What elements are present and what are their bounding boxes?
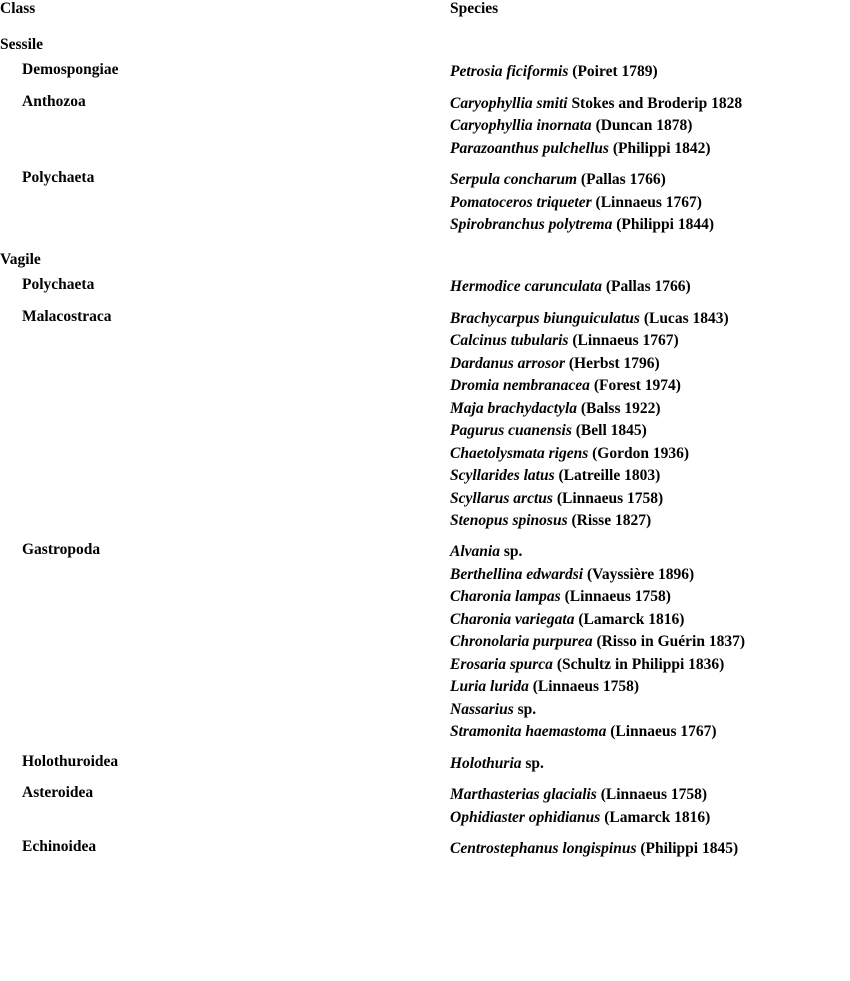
class-label: Polychaeta (22, 276, 95, 294)
species-item (450, 753, 850, 775)
species-name: Ophidiaster ophidianus (450, 808, 601, 826)
species-authority: sp. (503, 543, 523, 561)
species-authority: (Forest 1974) (593, 377, 681, 395)
species-name: Charonia lampas (450, 588, 561, 606)
class-cell (0, 744, 450, 775)
class-cell (0, 54, 450, 83)
species-name: Brachycarpus biunguiculatus (450, 309, 640, 327)
species-list (450, 308, 850, 533)
species-item (450, 838, 850, 860)
class-cell (0, 160, 450, 236)
species-cell (450, 775, 850, 829)
species-name: Pagurus cuanensis (450, 422, 572, 440)
species-name: Hermodice carunculata (450, 278, 602, 296)
class-label: Echinoidea (22, 838, 97, 856)
table-row (0, 160, 850, 236)
species-item (450, 420, 850, 442)
species-item (450, 115, 850, 137)
class-label: Holothuroidea (22, 752, 119, 770)
species-authority: (Risso in Guérin 1837) (596, 633, 746, 651)
species-authority: sp. (525, 754, 544, 772)
species-item (450, 443, 850, 465)
table-row (0, 299, 850, 533)
species-item (450, 541, 850, 563)
table-row (0, 775, 850, 829)
species-item (450, 654, 850, 676)
species-authority: (Linnaeus 1758) (532, 678, 640, 696)
species-name: Stenopus spinosus (450, 511, 568, 529)
species-item (450, 699, 850, 721)
class-cell (0, 269, 450, 298)
table-row (0, 54, 850, 83)
table-row (0, 84, 850, 160)
group-species-spacer (450, 22, 850, 55)
species-name: Spirobranchus polytrema (450, 216, 613, 234)
group-species-spacer (450, 237, 850, 270)
species-item (450, 465, 850, 487)
species-authority: (Linnaeus 1767) (610, 723, 717, 741)
species-authority: (Risse 1827) (571, 511, 652, 529)
species-list (450, 276, 850, 298)
species-authority: (Linnaeus 1767) (595, 193, 702, 211)
species-authority: (Linnaeus 1758) (564, 588, 671, 606)
class-label: Gastropoda (22, 541, 101, 559)
species-item (450, 631, 850, 653)
species-authority: (Philippi 1845) (640, 840, 739, 858)
species-item (450, 676, 850, 698)
species-name: Petrosia ficiformis (450, 63, 569, 81)
species-authority: (Philippi 1844) (616, 216, 714, 234)
species-name: Marthasterias glacialis (450, 786, 597, 804)
species-authority: (Lamarck 1816) (578, 610, 685, 628)
species-item (450, 398, 850, 420)
species-item (450, 214, 850, 236)
species-name: Nassarius (450, 700, 514, 718)
species-name: Chaetolysmata rigens (450, 444, 589, 462)
species-authority: (Gordon 1936) (592, 444, 689, 462)
species-item (450, 93, 850, 115)
species-name: Dardanus arrosor (450, 354, 566, 372)
species-cell (450, 299, 850, 533)
class-label: Asteroidea (22, 784, 94, 802)
species-cell (450, 84, 850, 160)
species-list (450, 753, 850, 775)
species-name: Pomatoceros triqueter (450, 193, 592, 211)
species-name: Stramonita haemastoma (450, 723, 607, 741)
species-item (450, 510, 850, 532)
species-name: Holothuria (450, 754, 522, 772)
table-row (0, 744, 850, 775)
table-header (0, 0, 850, 22)
species-authority: (Vayssière 1896) (586, 565, 695, 583)
species-name: Caryophyllia smiti (450, 94, 568, 112)
table-row (0, 269, 850, 298)
species-authority: (Lucas 1843) (643, 309, 729, 327)
class-cell (0, 775, 450, 829)
species-item (450, 375, 850, 397)
species-name: Calcinus tubularis (450, 332, 569, 350)
group-row (0, 237, 850, 270)
species-item (450, 609, 850, 631)
species-name: Chronolaria purpurea (450, 633, 593, 651)
species-authority: (Linnaeus 1758) (556, 489, 664, 507)
class-label: Polychaeta (22, 169, 95, 187)
species-name: Maja brachydactyla (450, 399, 577, 417)
species-list (450, 541, 850, 743)
species-item (450, 330, 850, 352)
species-name: Centrostephanus longispinus (450, 840, 637, 858)
class-label: Malacostraca (22, 307, 112, 325)
species-item (450, 61, 850, 83)
species-authority: (Philippi 1842) (612, 139, 711, 157)
species-authority: (Duncan 1878) (595, 117, 693, 135)
species-authority: (Herbst 1796) (568, 354, 660, 372)
class-cell (0, 829, 450, 860)
species-item (450, 308, 850, 330)
species-authority: (Bell 1845) (575, 422, 647, 440)
species-item (450, 721, 850, 743)
species-name: Scyllarus arctus (450, 489, 553, 507)
class-cell (0, 84, 450, 160)
species-authority: (Pallas 1766) (605, 278, 691, 296)
species-name: Caryophyllia inornata (450, 117, 592, 135)
table-body (0, 22, 850, 861)
species-list (450, 784, 850, 829)
species-item (450, 353, 850, 375)
species-name: Luria lurida (450, 678, 529, 696)
species-item (450, 138, 850, 160)
species-name: Charonia variegata (450, 610, 575, 628)
species-name: Scyllarides latus (450, 467, 555, 485)
species-cell (450, 532, 850, 743)
species-authority: sp. (517, 700, 537, 718)
column-header-species: Species (450, 0, 499, 17)
species-authority: (Linnaeus 1767) (572, 332, 679, 350)
species-authority: (Poiret 1789) (572, 63, 658, 81)
species-authority: (Balss 1922) (580, 399, 661, 417)
group-label-cell (0, 237, 450, 270)
species-list (450, 838, 850, 860)
species-item (450, 784, 850, 806)
class-cell (0, 299, 450, 533)
species-authority: (Pallas 1766) (580, 171, 666, 189)
class-label: Anthozoa (22, 92, 86, 110)
table-row (0, 829, 850, 860)
species-name: Berthellina edwardsi (450, 565, 584, 583)
species-cell (450, 160, 850, 236)
species-authority: (Schultz in Philippi 1836) (556, 655, 725, 673)
species-name: Alvania (450, 543, 500, 561)
species-item (450, 192, 850, 214)
species-authority: Stokes and Broderip 1828 (571, 94, 743, 112)
species-item (450, 169, 850, 191)
species-cell (450, 829, 850, 860)
column-header-class: Class (0, 0, 36, 17)
species-list (450, 169, 850, 236)
species-item (450, 276, 850, 298)
species-name: Erosaria spurca (450, 655, 553, 673)
species-list (450, 93, 850, 160)
species-item (450, 807, 850, 829)
group-row (0, 22, 850, 55)
class-label: Demospongiae (22, 61, 119, 79)
table-header-row (0, 0, 850, 22)
group-label: Sessile (0, 35, 44, 53)
table-row (0, 532, 850, 743)
species-item (450, 586, 850, 608)
species-cell (450, 54, 850, 83)
species-item (450, 488, 850, 510)
group-label: Vagile (0, 250, 41, 268)
species-cell (450, 744, 850, 775)
class-cell (0, 532, 450, 743)
species-name: Parazoanthus pulchellus (450, 139, 609, 157)
group-label-cell (0, 22, 450, 55)
species-authority: (Lamarck 1816) (604, 808, 711, 826)
species-cell (450, 269, 850, 298)
species-authority: (Latreille 1803) (558, 467, 661, 485)
species-list (450, 61, 850, 83)
species-name: Dromia nembranacea (450, 377, 590, 395)
species-authority: (Linnaeus 1758) (600, 786, 708, 804)
species-name: Serpula concharum (450, 171, 578, 189)
species-item (450, 564, 850, 586)
